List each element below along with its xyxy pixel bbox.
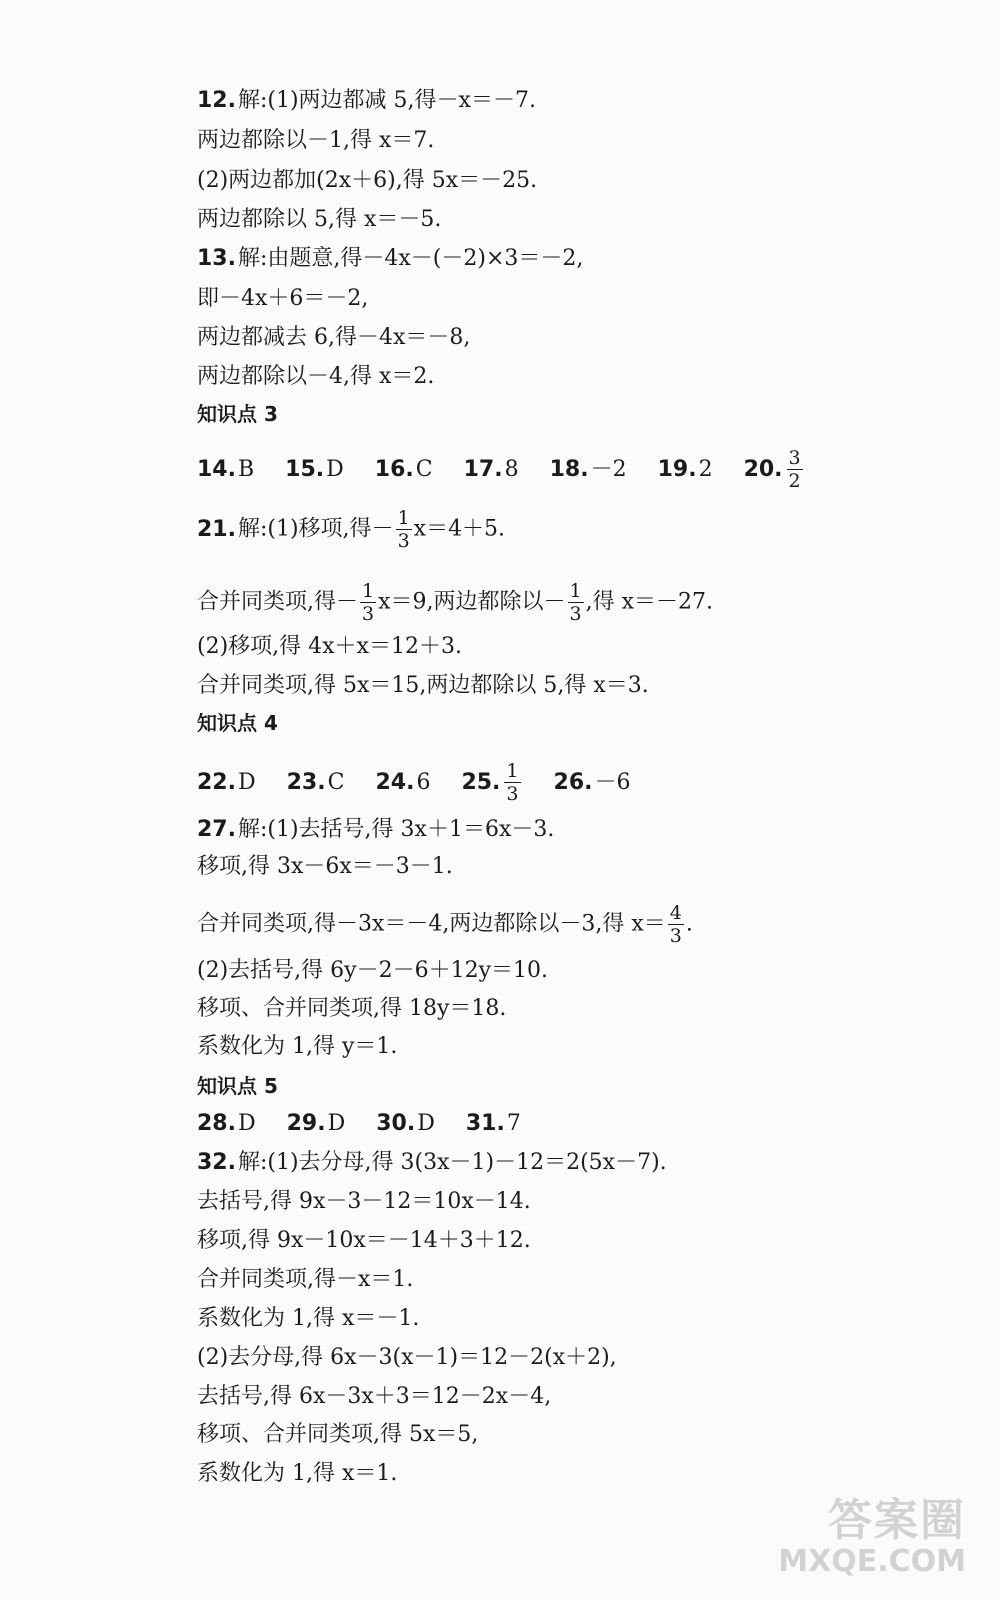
answer-23: 23.C bbox=[286, 769, 345, 795]
q21-number: 21. bbox=[197, 516, 236, 542]
q12-line-2: 两边都除以－1,得 x＝7. bbox=[197, 128, 435, 153]
answer-22: 22.D bbox=[197, 769, 256, 795]
answer-17: 17.8 bbox=[463, 456, 519, 482]
q32-line-6: (2)去分母,得 6x－3(x－1)＝12－2(x＋2), bbox=[197, 1345, 617, 1370]
q12-number: 12. bbox=[197, 88, 236, 113]
q12-text-1: 解:(1)两边都减 5,得－x＝－7. bbox=[237, 88, 536, 113]
q32-line-2: 去括号,得 9x－3－12＝10x－14. bbox=[197, 1189, 531, 1214]
section-heading-kp3: 知识点 3 bbox=[197, 402, 278, 426]
fraction: $\frac{1}{3}$ bbox=[397, 507, 410, 552]
q21-line-4: 合并同类项,得 5x＝15,两边都除以 5,得 x＝3. bbox=[197, 673, 649, 698]
answer-19: 19.2 bbox=[657, 456, 713, 482]
answer-24: 24.6 bbox=[375, 769, 431, 795]
fraction: $\frac{3}{2}$ bbox=[788, 447, 801, 492]
answer-16: 16.C bbox=[374, 456, 433, 482]
q12-line-1 bbox=[197, 87, 536, 115]
q27-number: 27. bbox=[197, 817, 236, 842]
q27-line-1: 27.解:(1)去括号,得 3x＋1＝6x－3. bbox=[197, 817, 555, 842]
q32-line-1: 32.解:(1)去分母,得 3(3x－1)－12＝2(5x－7). bbox=[197, 1150, 667, 1175]
section-heading-kp4: 知识点 4 bbox=[197, 711, 278, 735]
q32-line-7: 去括号,得 6x－3x＋3＝12－2x－4, bbox=[197, 1384, 552, 1409]
q12-line-3: (2)两边都加(2x＋6),得 5x＝－25. bbox=[197, 168, 538, 193]
q32-number: 32. bbox=[197, 1150, 236, 1175]
q32-line-9: 系数化为 1,得 x＝1. bbox=[197, 1461, 398, 1486]
kp3-answer-row bbox=[197, 447, 805, 492]
fraction: $\frac{1}{3}$ bbox=[569, 580, 582, 625]
answer-28: 28.D bbox=[197, 1111, 256, 1136]
q21-line-2: 合并同类项,得－ $\frac{1}{3}$ x＝9,两边都除以－ $\frac{1}{3}$ ,得 x＝－27. bbox=[197, 580, 713, 625]
section-heading-kp5: 知识点 5 bbox=[197, 1074, 278, 1098]
q21-line-1: 21.解:(1)移项,得－ $\frac{1}{3}$ x＝4＋5. bbox=[197, 507, 506, 552]
q12-line-4: 两边都除以 5,得 x＝－5. bbox=[197, 207, 442, 232]
q32-line-3: 移项,得 9x－10x＝－14＋3＋12. bbox=[197, 1228, 531, 1253]
answer-29: 29.D bbox=[286, 1111, 346, 1136]
kp4-answer-row bbox=[197, 760, 631, 805]
q32-line-5: 系数化为 1,得 x＝－1. bbox=[197, 1306, 420, 1331]
q13-line-2: 即－4x＋6＝－2, bbox=[197, 286, 369, 311]
answer-20: 20. $\frac{3}{2}$ bbox=[743, 447, 801, 492]
watermark-logo bbox=[778, 1496, 966, 1578]
answer-30: 30.D bbox=[376, 1111, 435, 1136]
q32-line-8: 移项、合并同类项,得 5x＝5, bbox=[197, 1422, 479, 1447]
q27-line-5: 移项、合并同类项,得 18y＝18. bbox=[197, 996, 507, 1021]
answer-26: 26.－6 bbox=[553, 769, 631, 795]
q21-line-3: (2)移项,得 4x＋x＝12＋3. bbox=[197, 634, 462, 659]
kp5-answer-row bbox=[197, 1110, 521, 1138]
q27-line-6: 系数化为 1,得 y＝1. bbox=[197, 1034, 398, 1059]
answer-14: 14.B bbox=[197, 456, 255, 482]
answer-25: 25. $\frac{1}{3}$ bbox=[461, 760, 519, 805]
q27-line-3: 合并同类项,得－3x＝－4,两边都除以－3,得 x＝ $\frac{4}{3}$ . bbox=[197, 902, 693, 947]
q13-line-1 bbox=[197, 245, 583, 273]
watermark-text: 答案圈 bbox=[828, 1495, 966, 1546]
q32-line-4: 合并同类项,得－x＝1. bbox=[197, 1267, 414, 1292]
answer-31: 31.7 bbox=[465, 1111, 521, 1136]
answer-15: 15.D bbox=[285, 456, 344, 482]
answer-18: 18.－2 bbox=[549, 456, 627, 482]
q13-line-4: 两边都除以－4,得 x＝2. bbox=[197, 364, 435, 389]
fraction: $\frac{1}{3}$ bbox=[362, 580, 375, 625]
q27-line-4: (2)去括号,得 6y－2－6＋12y＝10. bbox=[197, 958, 548, 983]
q13-number: 13. bbox=[197, 246, 236, 271]
fraction: $\frac{4}{3}$ bbox=[669, 902, 682, 947]
q13-text-1: 解:由题意,得－4x－(－2)×3＝－2, bbox=[237, 246, 584, 271]
q27-line-2: 移项,得 3x－6x＝－3－1. bbox=[197, 854, 453, 879]
watermark-url: MXQE.COM bbox=[778, 1544, 966, 1579]
q13-line-3: 两边都减去 6,得－4x＝－8, bbox=[197, 325, 471, 350]
fraction: $\frac{1}{3}$ bbox=[506, 760, 519, 805]
